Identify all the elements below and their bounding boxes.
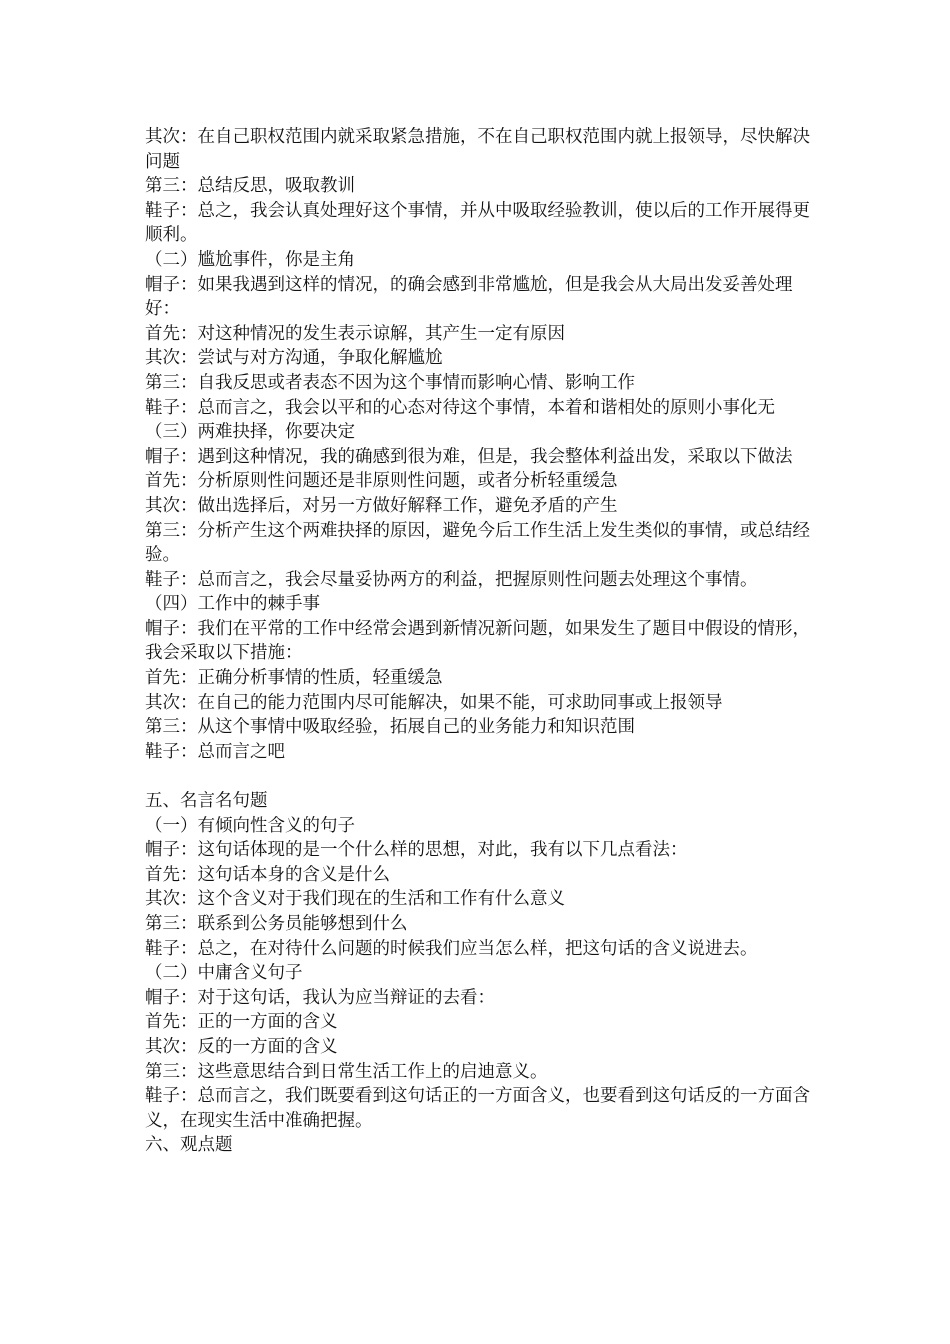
paragraph: 帽子：对于这句话，我认为应当辩证的去看：	[145, 987, 495, 1008]
paragraph: 鞋子：总而言之，我会尽量妥协两方的利益，把握原则性问题去处理这个事情。	[145, 569, 758, 590]
paragraph: 其次：做出选择后，对另一方做好解释工作，避免矛盾的产生	[145, 495, 618, 516]
paragraph: 鞋子：总之，我会认真处理好这个事情，并从中吸取经验教训，使以后的工作开展得更顺利。	[145, 200, 810, 246]
paragraph: 鞋子：总而言之吧	[145, 741, 285, 762]
paragraph: 第三：自我反思或者表态不因为这个事情而影响心情、影响工作	[145, 372, 635, 393]
section-heading: （一）有倾向性含义的句子	[145, 815, 355, 836]
paragraph: 第三：分析产生这个两难抉择的原因，避免今后工作生活上发生类似的事情，或总结经验。	[145, 520, 810, 566]
paragraph: 第三：从这个事情中吸取经验，拓展自己的业务能力和知识范围	[145, 717, 635, 738]
paragraph: 首先：这句话本身的含义是什么	[145, 864, 390, 885]
paragraph: 首先：正的一方面的含义	[145, 1012, 338, 1033]
chapter-heading: 五、名言名句题	[145, 791, 268, 812]
paragraph: 帽子：我们在平常的工作中经常会遇到新情况新问题，如果发生了题目中假设的情形，我会采取以下措施：	[145, 618, 810, 664]
section-heading: （四）工作中的棘手事	[145, 594, 320, 615]
chapter-heading: 六、观点题	[145, 1135, 233, 1156]
paragraph: 鞋子：总而言之，我会以平和的心态对待这个事情，本着和谐相处的原则小事化无	[145, 397, 775, 418]
paragraph: 帽子：遇到这种情况，我的确感到很为难，但是，我会整体利益出发，采取以下做法	[145, 446, 793, 467]
paragraph: 帽子：这句话体现的是一个什么样的思想，对此，我有以下几点看法：	[145, 840, 688, 861]
paragraph: 其次：这个含义对于我们现在的生活和工作有什么意义	[145, 889, 565, 910]
section-heading: （二）尴尬事件，你是主角	[145, 249, 355, 270]
paragraph: 鞋子：总而言之，我们既要看到这句话正的一方面含义，也要看到这句话反的一方面含义，在现实生活中准确把握。	[145, 1086, 810, 1131]
paragraph: 第三：这些意思结合到日常生活工作上的启迪意义。	[145, 1061, 548, 1082]
paragraph: 其次：在自己的能力范围内尽可能解决，如果不能，可求助同事或上报领导	[145, 692, 723, 713]
section-heading: （三）两难抉择，你要决定	[145, 422, 355, 443]
paragraph: 首先：分析原则性问题还是非原则性问题，或者分析轻重缓急	[145, 471, 618, 492]
paragraph: 鞋子：总之，在对待什么问题的时候我们应当怎么样，把这句话的含义说进去。	[145, 938, 758, 959]
paragraph: 第三：总结反思，吸取教训	[145, 176, 355, 197]
paragraph: 首先：对这种情况的发生表示谅解，其产生一定有原因	[145, 323, 565, 344]
document-body	[145, 125, 813, 1158]
paragraph: 其次：反的一方面的含义	[145, 1036, 338, 1057]
section-heading: （二）中庸含义句子	[145, 963, 303, 984]
blank-line	[145, 764, 813, 789]
paragraph: 首先：正确分析事情的性质，轻重缓急	[145, 668, 443, 689]
paragraph: 第三：联系到公务员能够想到什么	[145, 914, 408, 934]
paragraph: 其次：在自己职权范围内就采取紧急措施，不在自己职权范围内就上报领导，尽快解决问题	[145, 127, 810, 172]
paragraph: 帽子：如果我遇到这样的情况，的确会感到非常尴尬，但是我会从大局出发妥善处理好：	[145, 274, 793, 320]
paragraph: 其次：尝试与对方沟通，争取化解尴尬	[145, 348, 443, 369]
